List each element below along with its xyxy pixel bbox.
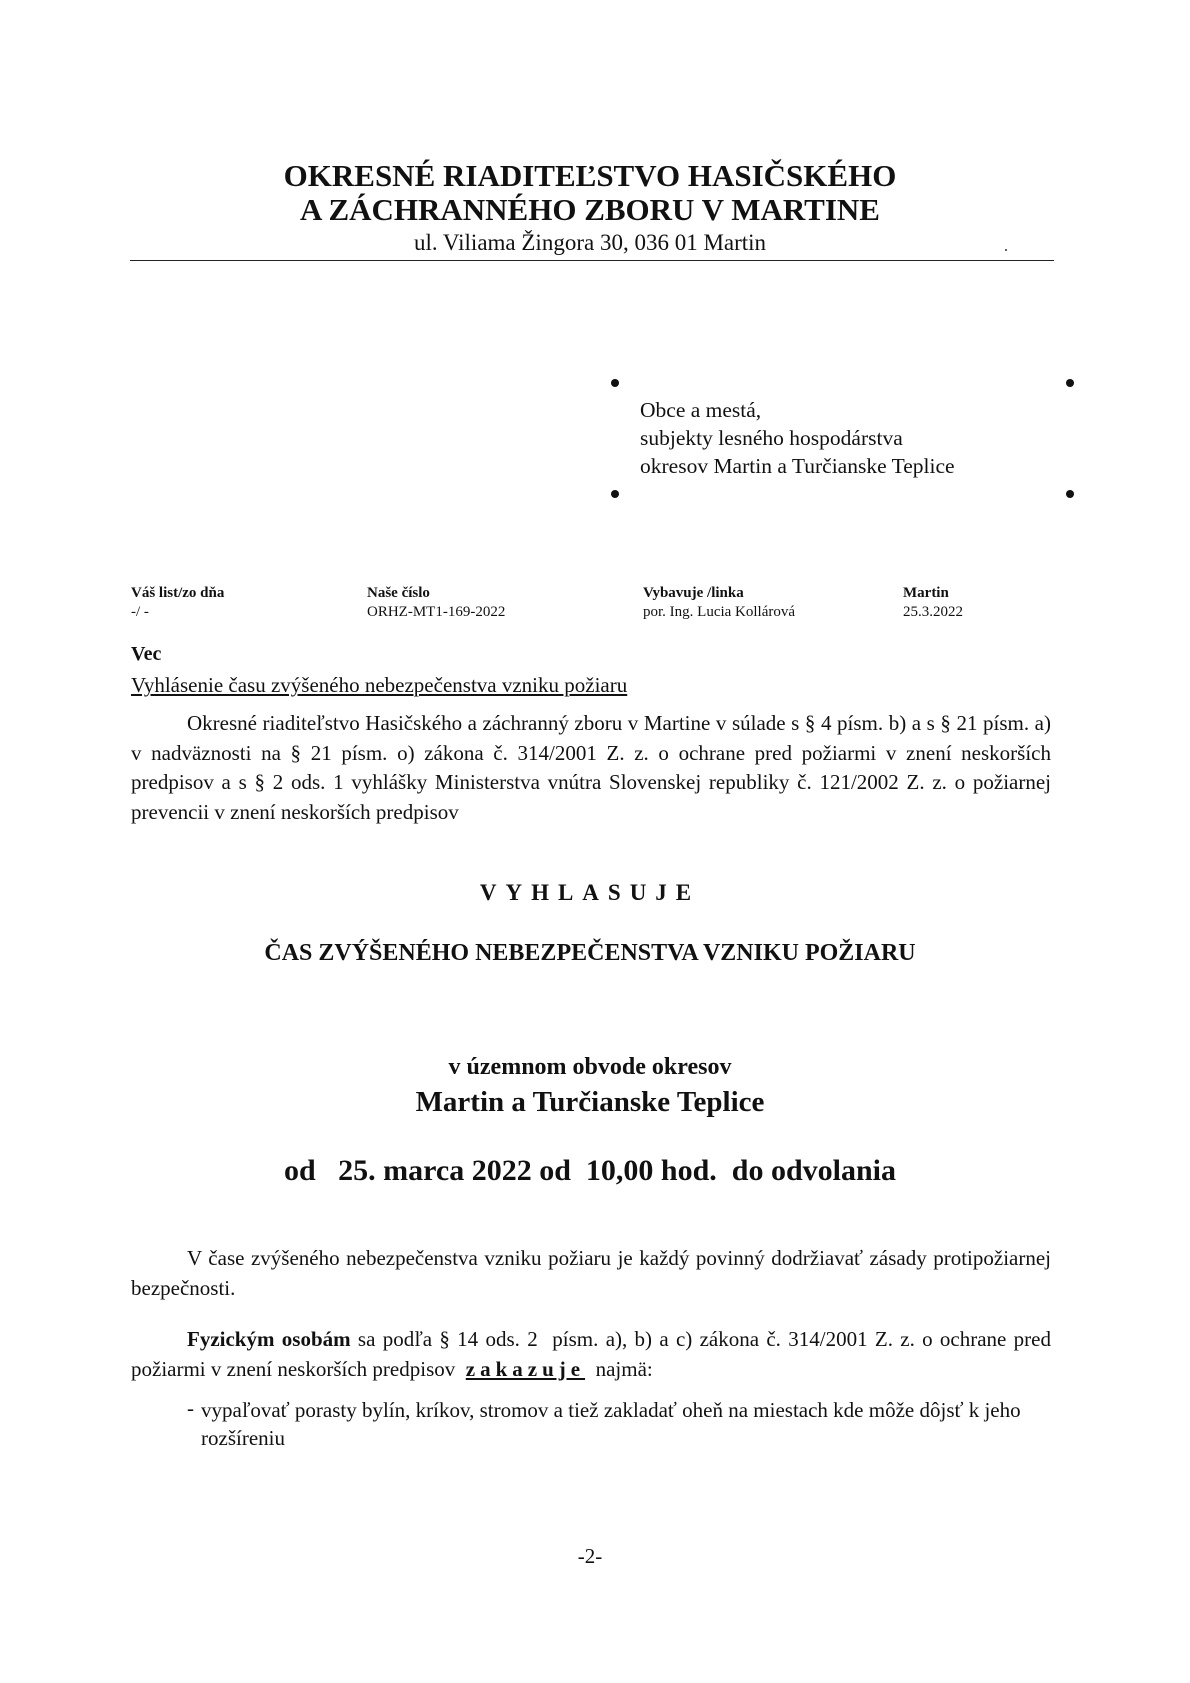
address-window-mark-bottom-left <box>611 490 619 498</box>
region-line1: v územnom obvode okresov <box>448 1054 732 1080</box>
org-address: ul. Viliama Žingora 30, 036 01 Martin <box>413 230 767 255</box>
org-title-line2: A ZÁCHRANNÉHO ZBORU V MARTINE <box>300 192 880 227</box>
your-letter-value: -/ - <box>131 604 149 620</box>
subject-label: Vec <box>131 643 162 665</box>
recipient-line1: Obce a mestá, <box>640 398 762 422</box>
handled-by-value: por. Ing. Lucia Kollárová <box>643 604 796 620</box>
persons-text-after: najmä: <box>585 1356 653 1381</box>
list-dash: - <box>187 1396 194 1420</box>
address-window-mark-bottom-right <box>1066 490 1074 498</box>
announcement-heading: ČAS ZVÝŠENÉHO NEBEZPEČENSTVA VZNIKU POŽIARU <box>264 940 916 966</box>
region-line2: Martin a Turčianske Teplice <box>415 1086 765 1118</box>
subject-text: Vyhlásenie času zvýšeného nebezpečenstva vzniku požiaru <box>131 673 628 697</box>
persons-lead: Fyzickým osobám <box>187 1327 351 1351</box>
address-window-mark-top-left <box>611 379 619 387</box>
duty-text: V čase zvýšeného nebezpečenstva vzniku požiaru je každý povinný dodržiavať zásady protipožiarnej bezpečnosti. <box>131 1246 1051 1300</box>
our-number-value: ORHZ-MT1-169-2022 <box>367 604 506 620</box>
your-letter-label: Váš list/zo dňa <box>131 585 225 601</box>
header-rule <box>130 260 1054 261</box>
persons-text-before: sa podľa § 14 ods. 2 písm. a), b) a c) zákona č. 314/2001 Z. z. o ochrane pred požiarmi v znení neskorších predpisov <box>131 1327 1057 1381</box>
ban-word: zakazuje <box>465 1356 586 1381</box>
scan-speck <box>1005 249 1007 251</box>
place-label: Martin <box>903 585 949 601</box>
address-window-mark-top-right <box>1066 379 1074 387</box>
announcement-verb: VYHLASUJE <box>479 880 701 905</box>
prohibition-item: vypaľovať porasty bylín, kríkov, stromov a tiež zakladať oheň na miestach kde môže dôjsť k jeho rozšíreniu <box>201 1398 1021 1450</box>
handled-by-label: Vybavuje /linka <box>643 585 744 601</box>
our-number-label: Naše číslo <box>367 585 430 601</box>
persons-paragraph <box>131 1325 1057 1384</box>
date-value: 25.3.2022 <box>903 604 963 620</box>
org-title-line1: OKRESNÉ RIADITEĽSTVO HASIČSKÉHO <box>283 158 897 193</box>
announcement-period: od 25. marca 2022 od 10,00 hod. do odvolania <box>283 1154 897 1187</box>
intro-paragraph <box>131 709 1051 827</box>
duty-paragraph <box>131 1244 1051 1303</box>
recipient-line2: subjekty lesného hospodárstva <box>640 426 903 450</box>
intro-text: Okresné riaditeľstvo Hasičského a záchranný zboru v Martine v súlade s § 4 písm. b) a s § 21 písm. a) v nadväznosti na § 21 písm. o) zákona č. 314/2001 Z. z. o ochrane pred požiarmi v znení neskorších predpisov a s § 2 ods. 1 vyhlášky Ministerstva vnútra Slovenskej republiky č. 121/2002 Z. z. o požiarnej prevencii v znení neskorších predpisov <box>131 711 1051 824</box>
page-number: -2- <box>577 1544 603 1568</box>
recipient-line3: okresov Martin a Turčianske Teplice <box>640 454 955 478</box>
